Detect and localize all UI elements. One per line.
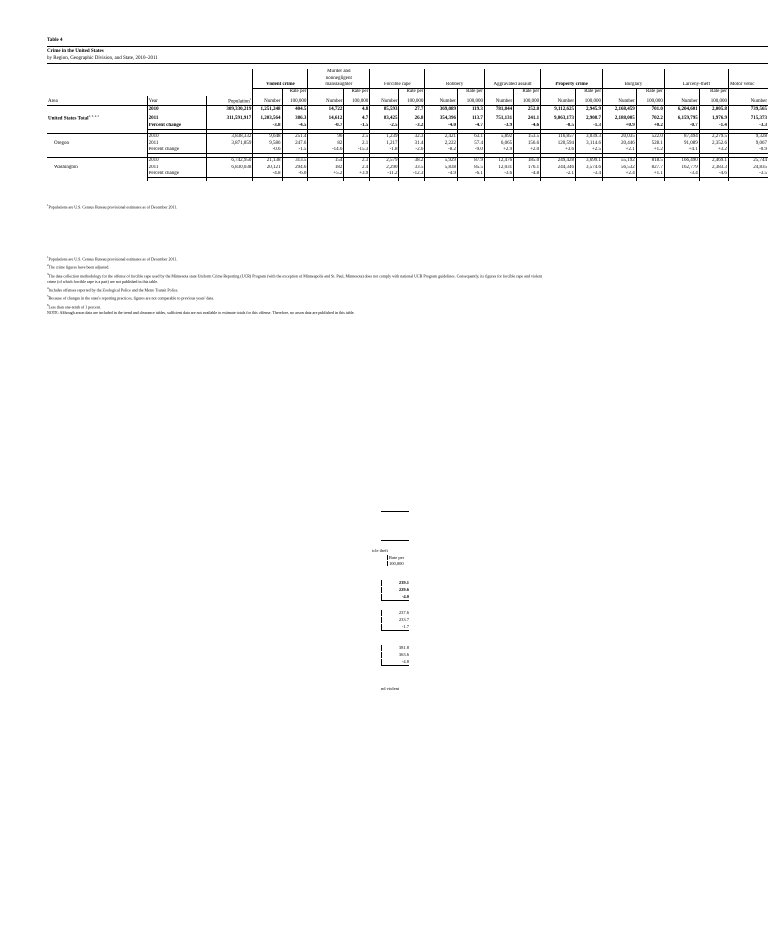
value-cell: -3.3 [728, 123, 768, 130]
value-cell: 56,532 [603, 165, 637, 171]
fragment-rate-line1: Rate per [389, 555, 405, 560]
value-cell: 6,830,038 [207, 165, 253, 171]
value-cell: 781,844 [484, 106, 513, 113]
value-cell: 154 [308, 158, 344, 165]
value-cell: 162,779 [664, 165, 699, 171]
value-cell: 33.5 [399, 165, 425, 171]
fragment-value: 229.6 [381, 587, 409, 593]
value-cell: 3,114.6 [576, 140, 603, 146]
col-number: Number [484, 96, 513, 106]
value-cell: 166,490 [664, 158, 699, 165]
fragment-value: -4.8 [381, 659, 409, 666]
value-cell: +3.2 [699, 147, 728, 154]
col-number: Number [308, 96, 344, 106]
value-cell: 522.0 [636, 134, 664, 141]
value-cell: 153.5 [514, 134, 541, 141]
value-cell: 182 [308, 165, 344, 171]
col-population: Population$^1$ [207, 96, 253, 106]
footnote: $^1$Populations are U.S. Census Bureau provisional estimates as of December 2011. [47, 255, 178, 262]
year-cell: 2011 [147, 165, 207, 171]
area-cell [47, 123, 147, 130]
year-cell: Percent change [147, 171, 207, 178]
value-cell: -1.4 [699, 123, 728, 130]
col-rate: 100,000 [457, 96, 484, 106]
value-cell: 32.3 [399, 134, 425, 141]
col-motor-vehicle: Motor vehic [728, 82, 768, 89]
col-burglary: Burglary [603, 82, 665, 89]
table-body [47, 106, 768, 181]
value-cell: 3,871,859 [207, 140, 253, 146]
footnote: $^6$Less than one-tenth of 1 percent. [47, 302, 101, 309]
value-cell: -0.6 [253, 147, 282, 154]
value-cell: -12.3 [399, 171, 425, 178]
col-robbery: Robbery [425, 82, 485, 89]
area-name: Oregon [54, 140, 69, 146]
footnote: $^2$The crime figures have been adjusted. [47, 263, 110, 270]
value-cell: 3,699.1 [576, 158, 603, 165]
area-cell [47, 134, 147, 141]
value-cell: -4.6 [699, 171, 728, 178]
value-cell: 2,005.8 [699, 106, 728, 113]
footnote: $^5$Because of changes in the state's reporting practices, figures are not comparable to previous years' data. [47, 294, 214, 301]
value-cell: 63.1 [457, 134, 484, 141]
value-cell: 2,421 [425, 134, 458, 141]
value-cell: -4.9 [425, 171, 458, 178]
col-rate: 100,000 [344, 96, 370, 106]
value-cell: 91,089 [664, 140, 699, 146]
value-cell: -4.7 [457, 123, 484, 130]
value-cell: 702.2 [636, 113, 664, 123]
year-cell: Percent change [147, 147, 207, 154]
table-label: Table 4 [47, 38, 63, 43]
value-cell: -9.0 [457, 147, 484, 154]
value-cell: 9,648 [253, 134, 282, 141]
footnote: $^4$Includes offenses reported by the Zoological Police and the Metro Transit Police. [47, 285, 179, 293]
value-cell: 313.5 [282, 158, 308, 165]
value-cell: 751,131 [484, 113, 513, 123]
year-cell: 2011 [147, 113, 207, 123]
value-cell: -3.9 [484, 123, 513, 130]
value-cell: 87,494 [664, 134, 699, 141]
fragment-header: icle theft [372, 548, 388, 553]
value-cell: 55,192 [603, 158, 637, 165]
value-cell: +2.4 [603, 171, 637, 178]
value-cell: -4.5 [282, 123, 308, 130]
spacer-row [47, 178, 768, 182]
fragment-value: 237.6 [381, 610, 409, 616]
value-cell: 85,593 [370, 106, 399, 113]
col-number: Number [603, 96, 637, 106]
table-row [47, 158, 768, 165]
value-cell: 739,565 [728, 106, 768, 113]
value-cell: +2.1 [603, 147, 637, 154]
table-row [47, 113, 768, 123]
value-cell: 156.6 [514, 140, 541, 146]
value-cell [207, 171, 253, 178]
value-cell: -2.1 [541, 171, 576, 178]
area-cell: United States Total$^{2, 3, 4, 5}$ [48, 113, 100, 122]
table-header [47, 69, 768, 106]
value-cell: 369,089 [425, 106, 458, 113]
value-cell: 38.2 [399, 158, 425, 165]
value-cell: 85.5 [457, 165, 484, 171]
value-cell: 185.0 [514, 158, 541, 165]
fragment-tail: nd violent [381, 686, 400, 691]
value-cell: -2.5 [370, 123, 399, 130]
value-cell: 2,945.9 [576, 106, 603, 113]
footnote: crime (of which forcible rape is a part) are not published in this table. [47, 278, 159, 284]
value-cell: +4.1 [664, 147, 699, 154]
value-cell: 6,159,795 [664, 113, 699, 123]
value-cell: 2,383.3 [699, 165, 728, 171]
value-cell: 2,469.1 [699, 158, 728, 165]
footnote: NOTE: Although arson data are included in the trend and clearance tables, sufficient data are not available to estimate totals for this offense. Therefore, no arson data are published in this table. [47, 309, 355, 315]
value-cell: 294.6 [282, 165, 308, 171]
value-cell: 116,857 [541, 134, 576, 141]
value-cell: 252.8 [514, 106, 541, 113]
value-cell: +0.2 [636, 123, 664, 130]
value-cell: 2,290 [370, 165, 399, 171]
value-cell: 354,396 [425, 113, 458, 123]
value-cell: 14,612 [308, 113, 344, 123]
value-cell: +3.6 [541, 147, 576, 154]
value-cell: 12,031 [484, 165, 513, 171]
year-cell: 2010 [147, 158, 207, 165]
value-cell: -3.4 [576, 171, 603, 178]
value-cell: 96 [308, 134, 344, 141]
col-area: Area [47, 96, 147, 106]
value-cell: -2.6 [399, 147, 425, 154]
col-larceny-theft: Larceny-theft [664, 82, 728, 89]
rate-label-line1: Rate per [344, 89, 370, 96]
col-number: Number [728, 96, 768, 106]
value-cell: 26.8 [399, 113, 425, 123]
value-cell: 2.1 [344, 140, 370, 146]
value-cell: -8.2 [425, 147, 458, 154]
value-cell: 715,373 [728, 113, 768, 123]
rate-label-line1: Rate per [576, 89, 603, 96]
value-cell: 249,428 [541, 158, 576, 165]
rate-label-line1: Rate per [457, 89, 484, 96]
value-cell: -0.5 [541, 123, 576, 130]
value-cell: 5,838 [425, 165, 458, 171]
value-cell: -6.1 [457, 171, 484, 178]
value-cell: -4.0 [425, 123, 458, 130]
col-number: Number [541, 96, 576, 106]
table-row [47, 147, 768, 154]
value-cell: 82 [308, 140, 344, 146]
fragment-value: 381.8 [381, 645, 409, 651]
fragment-value: 239.1 [381, 580, 409, 586]
rate-label-line1: Rate per [282, 89, 308, 96]
value-cell: 119.3 [457, 106, 484, 113]
value-cell: 818.5 [636, 158, 664, 165]
value-cell: 2,352.6 [699, 140, 728, 146]
value-cell: +5.2 [308, 171, 344, 178]
value-cell: 1,251,248 [253, 106, 282, 113]
col-forcible-rape: Forcible rape [370, 82, 425, 89]
value-cell: 404.5 [282, 106, 308, 113]
col-number: Number [664, 96, 699, 106]
value-cell: -0.7 [664, 123, 699, 130]
value-cell: 701.0 [636, 106, 664, 113]
value-cell: 9,586 [253, 140, 282, 146]
value-cell: 2.5 [344, 134, 370, 141]
value-cell: 113.7 [457, 113, 484, 123]
value-cell: -4.6 [514, 123, 541, 130]
value-cell: +0.9 [603, 123, 637, 130]
area-name: United States Total [48, 116, 89, 122]
bottom-footnote: $^1$Populations are U.S. Census Bureau provisional estimates as of December 2011. [47, 203, 178, 210]
year-cell: 2010 [147, 134, 207, 141]
fragment-top-rule [381, 511, 409, 512]
title-rule [47, 46, 768, 47]
value-cell: 4.7 [344, 113, 370, 123]
value-cell: 827.7 [636, 165, 664, 171]
footnote: $^3$The data collection methodology for the offense of forcible rape used by the Minnesota state Uniform Crime Reporting (UCR) Program (with the exception of Minneapolis and St. Paul, Minnesota) does not comply with national UCR Program guidelines. Consequently, its figures for forcible rape and violent [47, 271, 543, 278]
value-cell: 176.1 [514, 165, 541, 171]
value-cell: -14.6 [308, 147, 344, 154]
value-cell: 1,239 [370, 134, 399, 141]
col-rate: 100,000 [699, 96, 728, 106]
year-cell: 2010 [147, 106, 207, 113]
value-cell: 2,168,459 [603, 106, 637, 113]
value-cell: 241.1 [514, 113, 541, 123]
rate-label-line1: Rate per [514, 89, 541, 96]
value-cell: 9,067 [728, 140, 768, 146]
col-rate: 100,000 [514, 96, 541, 106]
header-rule [47, 63, 768, 64]
value-cell: 251.4 [282, 134, 308, 141]
fragment-value: 233.7 [381, 617, 409, 623]
value-cell: -1.5 [344, 123, 370, 130]
value-cell: 57.4 [457, 140, 484, 146]
col-year: Year [147, 96, 207, 106]
value-cell: 25,744 [728, 158, 768, 165]
value-cell: 2,188,005 [603, 113, 637, 123]
value-cell: 31.4 [399, 140, 425, 146]
value-cell: -4.8 [253, 171, 282, 178]
col-rate: 100,000 [282, 96, 308, 106]
value-cell: 2,579 [370, 158, 399, 165]
rate-label-line1: Rate per [699, 89, 728, 96]
value-cell: +1.2 [636, 147, 664, 154]
col-murder-line1: Murder and [308, 69, 370, 75]
fragment-value: -4.0 [381, 594, 409, 601]
table-row [47, 171, 768, 178]
rate-label-line1: Rate per [399, 89, 425, 96]
value-cell: -3.8 [253, 123, 282, 130]
value-cell: 2,279.5 [699, 134, 728, 141]
value-cell: 4.8 [344, 106, 370, 113]
value-cell: 2.4 [344, 165, 370, 171]
value-cell: +1.1 [636, 171, 664, 178]
value-cell: +2.9 [484, 147, 513, 154]
value-cell: +2.5 [576, 147, 603, 154]
table-subtitle: by Region, Geographic Division, and State, 2010–2011 [47, 56, 158, 61]
year-cell: Percent change [147, 123, 207, 130]
col-rate: 100,000 [399, 96, 425, 106]
value-cell: 3,039.3 [576, 134, 603, 141]
value-cell: 20,121 [253, 165, 282, 171]
value-cell: 244,346 [541, 165, 576, 171]
value-cell: 309,330,219 [207, 106, 253, 113]
value-cell: 2,908.7 [576, 113, 603, 123]
area-cell [47, 147, 147, 154]
area-cell [47, 158, 147, 165]
value-cell: 12,476 [484, 158, 513, 165]
value-cell: 14,722 [308, 106, 344, 113]
value-cell: 1,976.9 [699, 113, 728, 123]
value-cell: 5,929 [425, 158, 458, 165]
col-rate: 100,000 [636, 96, 664, 106]
value-cell: 5,892 [484, 134, 513, 141]
col-murder-line3: manslaughter [308, 82, 370, 89]
value-cell: -15.3 [344, 147, 370, 154]
value-cell: 120,594 [541, 140, 576, 146]
value-cell: -3.4 [664, 171, 699, 178]
col-number: Number [370, 96, 399, 106]
value-cell: 9,328 [728, 134, 768, 141]
value-cell: +3.9 [344, 171, 370, 178]
value-cell: 1,203,564 [253, 113, 282, 123]
value-cell: -3.5 [728, 171, 768, 178]
value-cell: 6,204,601 [664, 106, 699, 113]
value-cell: -1.8 [370, 147, 399, 154]
value-cell: 87.9 [457, 158, 484, 165]
value-cell: +2.0 [514, 147, 541, 154]
col-aggravated-assault: Aggravated assault [484, 82, 540, 89]
value-cell: -11.2 [370, 171, 399, 178]
area-name: Washington [54, 164, 78, 170]
value-cell: -3.2 [399, 123, 425, 130]
table-row [47, 123, 768, 130]
fragment-rate-line2: 100,000 [389, 561, 404, 566]
value-cell: 247.6 [282, 140, 308, 146]
value-cell: -1.3 [576, 123, 603, 130]
fragment-value: 363.6 [381, 652, 409, 658]
col-rate: 100,000 [576, 96, 603, 106]
area-cell [47, 106, 147, 113]
value-cell: 386.3 [282, 113, 308, 123]
value-cell: 2.3 [344, 158, 370, 165]
area-cell [47, 171, 147, 178]
value-cell: 21,138 [253, 158, 282, 165]
footnotes [47, 254, 768, 316]
value-cell: 24,835 [728, 165, 768, 171]
value-cell [207, 123, 253, 130]
col-violent-crime: Violent crime [253, 82, 308, 89]
value-cell: 3,574.6 [576, 165, 603, 171]
table-row [47, 134, 768, 141]
value-cell: 20,035 [603, 134, 637, 141]
value-cell: -0.9 [728, 147, 768, 154]
value-cell: 311,591,917 [207, 113, 253, 123]
value-cell: 2,222 [425, 140, 458, 146]
value-cell: 9,112,625 [541, 106, 576, 113]
value-cell: 6,065 [484, 140, 513, 146]
fragment-rule [381, 540, 409, 541]
year-cell: 2011 [147, 140, 207, 146]
value-cell: -4.8 [514, 171, 541, 178]
col-murder-line2: nonnegligent [308, 75, 370, 81]
value-cell: -6.0 [282, 171, 308, 178]
value-cell: 528.1 [636, 140, 664, 146]
fragment-value: -1.7 [381, 624, 409, 631]
value-cell: 27.7 [399, 106, 425, 113]
col-property-crime: Property crime [541, 82, 603, 89]
value-cell: 1,217 [370, 140, 399, 146]
table-row [47, 106, 768, 113]
value-cell: 6,742,950 [207, 158, 253, 165]
col-number: Number [425, 96, 458, 106]
value-cell: 9,063,173 [541, 113, 576, 123]
value-cell: 3,838,332 [207, 134, 253, 141]
value-cell [207, 147, 253, 154]
value-cell: 83,425 [370, 113, 399, 123]
value-cell: -1.5 [282, 147, 308, 154]
value-cell: -0.7 [308, 123, 344, 130]
value-cell: -3.6 [484, 171, 513, 178]
col-number: Number [253, 96, 282, 106]
rate-label-line1: Rate per [636, 89, 664, 96]
value-cell: 20,446 [603, 140, 637, 146]
crime-table [47, 69, 768, 181]
table-title: Crime in the United States [47, 49, 104, 54]
